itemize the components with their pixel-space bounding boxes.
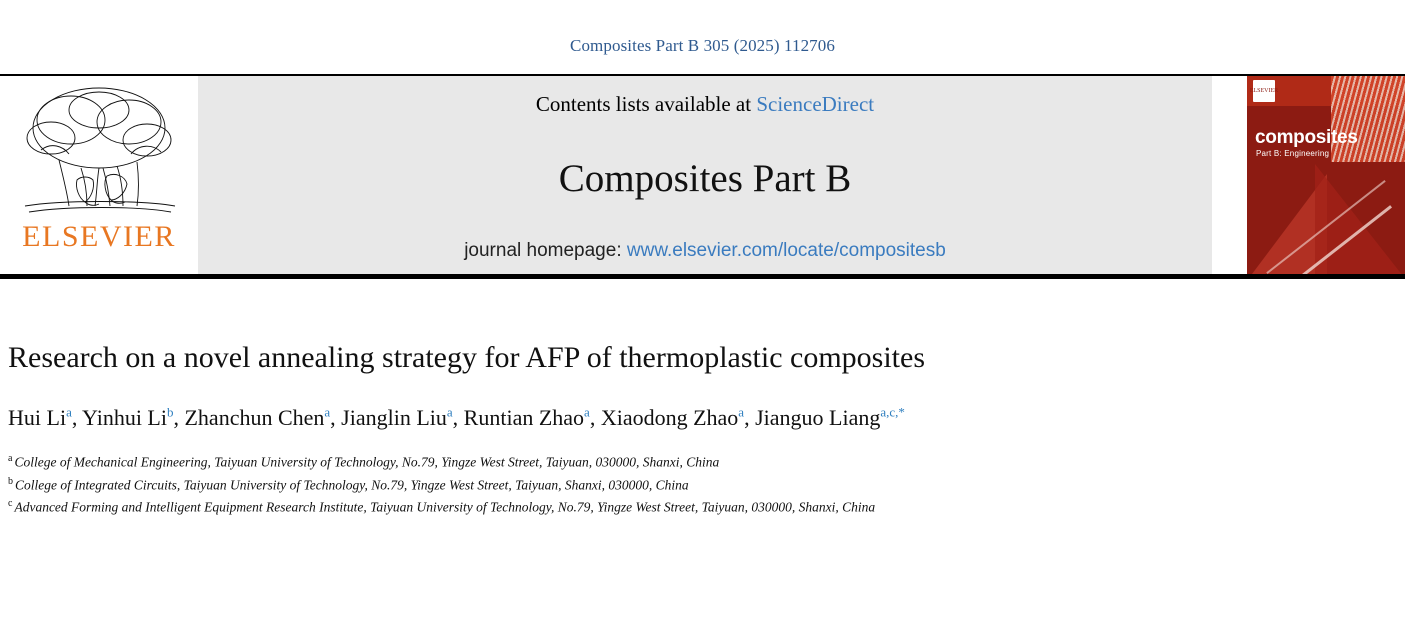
author-item	[184, 405, 341, 430]
journal-band	[198, 76, 1212, 274]
author-name: Yinhui Li	[82, 404, 167, 430]
elsevier-tree-icon	[11, 80, 187, 228]
affiliation-text: College of Mechanical Engineering, Taiyuan University of Technology, No.79, Yingze West Street, Taiyuan, 030000, Shanxi, China	[14, 454, 720, 470]
author-item	[601, 405, 755, 430]
author-separator: ,	[173, 404, 185, 430]
author-affiliation-mark: a	[584, 404, 590, 420]
running-head: Composites Part B 305 (2025) 112706	[570, 36, 835, 55]
cover-subtitle: Part B: Engineering	[1256, 149, 1330, 158]
author-affiliation-mark: a	[324, 404, 331, 420]
contents-line	[536, 92, 874, 117]
author-item	[755, 405, 905, 430]
author-item	[8, 405, 82, 430]
journal-masthead	[0, 74, 1405, 279]
cover-triangle-right	[1315, 164, 1405, 274]
author-item	[82, 405, 184, 430]
author-separator: ,	[452, 404, 464, 430]
cover-publisher-badge: ELSEVIER	[1253, 80, 1275, 102]
author-affiliation-mark: a	[66, 404, 72, 420]
author-separator: ,	[71, 404, 83, 430]
author-item	[464, 405, 601, 430]
masthead-bottom-rule	[0, 274, 1405, 279]
elsevier-logo	[0, 76, 198, 274]
cover-title: composites	[1255, 127, 1358, 148]
homepage-prefix: journal homepage:	[464, 239, 627, 261]
homepage-line	[464, 240, 946, 262]
author-name: Zhanchun Chen	[184, 404, 325, 430]
author-name: Jianguo Liang	[755, 404, 881, 430]
journal-title: Composites Part B	[558, 157, 852, 201]
journal-cover-thumbnail[interactable]	[1247, 76, 1405, 274]
page-title: Research on a novel annealing strategy for AFP of thermoplastic composites	[8, 341, 925, 374]
author-name: Jianglin Liu	[341, 404, 447, 430]
author-affiliation-mark: a,c,*	[880, 404, 905, 420]
journal-homepage-link[interactable]: www.elsevier.com/locate/compositesb	[626, 239, 946, 261]
cover-stripes-decoration	[1331, 76, 1405, 162]
affiliation-item	[8, 496, 1405, 518]
author-separator: ,	[744, 404, 756, 430]
author-affiliation-mark: b	[166, 404, 174, 420]
affiliation-item	[8, 451, 1405, 473]
affiliation-item	[8, 474, 1405, 496]
author-separator: ,	[589, 404, 601, 430]
author-separator: ,	[330, 404, 342, 430]
affiliation-mark: b	[8, 475, 13, 487]
affiliation-text: College of Integrated Circuits, Taiyuan University of Technology, No.79, Yingze West Street, Taiyuan, Shanxi, 030000, China	[15, 477, 689, 493]
contents-prefix: Contents lists available at	[535, 92, 757, 116]
author-affiliation-mark: a	[446, 404, 453, 420]
elsevier-wordmark: ELSEVIER	[22, 220, 176, 253]
author-name: Runtian Zhao	[463, 404, 585, 430]
author-list	[8, 402, 1158, 434]
sciencedirect-link[interactable]: ScienceDirect	[756, 92, 875, 116]
article-header	[0, 279, 1405, 518]
author-affiliation-mark: a	[738, 404, 745, 420]
author-item	[341, 405, 464, 430]
affiliation-list	[8, 451, 1405, 518]
affiliation-mark: c	[8, 498, 13, 510]
author-name: Hui Li	[8, 404, 67, 430]
affiliation-mark: a	[8, 453, 13, 465]
author-name: Xiaodong Zhao	[600, 404, 739, 430]
affiliation-text: Advanced Forming and Intelligent Equipment Research Institute, Taiyuan University of Technology, No.79, Yingze West Street, Taiyuan, 030000, Shanxi, China	[14, 499, 876, 515]
